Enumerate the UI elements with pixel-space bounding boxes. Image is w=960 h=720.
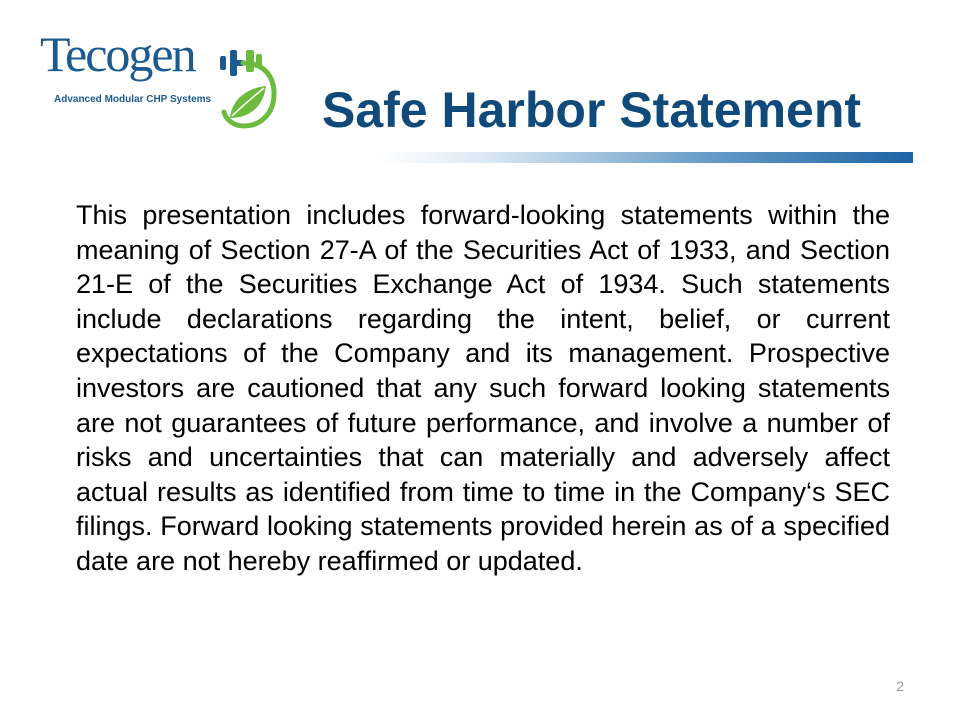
logo-wordmark: Tecogen bbox=[40, 26, 195, 82]
slide-title: Safe Harbor Statement bbox=[322, 82, 862, 138]
page-number: 2 bbox=[896, 678, 904, 694]
plug-leaf-icon bbox=[216, 38, 290, 132]
safe-harbor-paragraph: This presentation includes forward-looking statements within the meaning of Section 27-A of the Securities Act of 1933, and Section 21-E of the Securities Exchange Act of 1934. Such statements include declarations regarding the intent, belief, or current expectations of the Company and its management. Prospective investors are cautioned that any such forward looking statements are not guarantees of future performance, and involve a number of risks and uncertainties that can materially and adversely affect actual results as identified from time to time in the Company‘s SEC filings. Forward looking statements provided herein as of a specified date are not hereby reaffirmed or updated. bbox=[76, 200, 890, 576]
logo-tagline: Advanced Modular CHP Systems bbox=[54, 94, 212, 105]
title-underline bbox=[380, 152, 913, 163]
company-logo bbox=[40, 22, 290, 132]
